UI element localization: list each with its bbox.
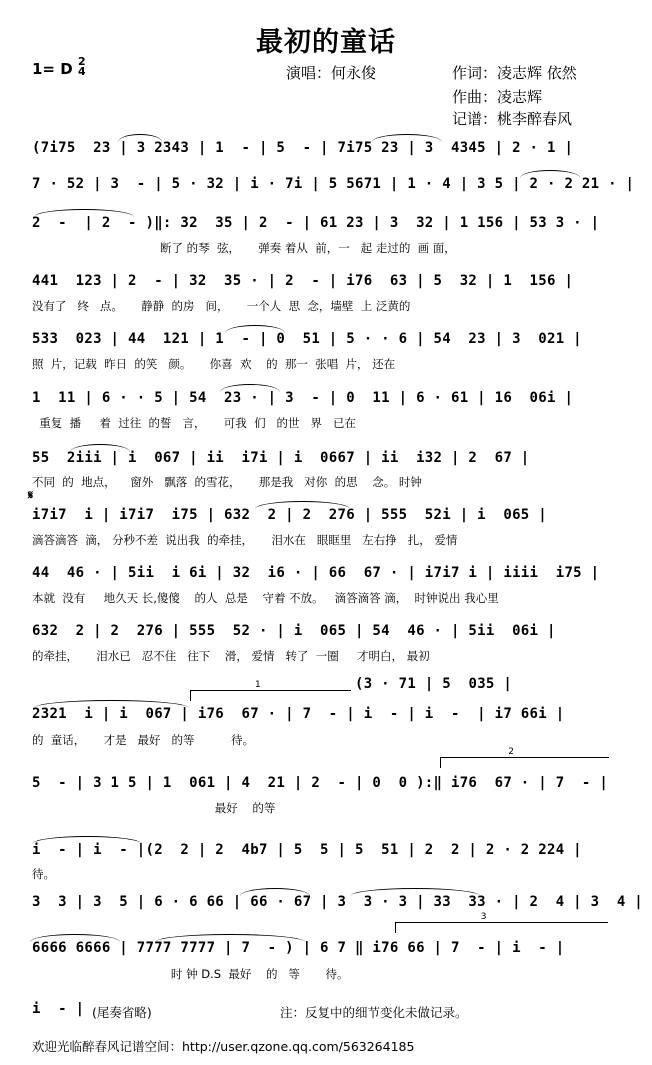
score-row-17-notes: i - |	[32, 1001, 85, 1017]
first-ending-number: 1	[255, 680, 261, 690]
score-row-3-notes: 2 - | 2 - )‖: 32 35 | 2 - | 61 23 | 3 32 | 1 156 | 53 3 · |	[32, 215, 600, 231]
repeat-footnote: 注：反复中的细节变化未做记录。	[280, 1005, 468, 1020]
singer-credit: 演唱：何永俊	[286, 64, 377, 82]
key-signature: 1= D	[32, 60, 73, 78]
score-row-3-lyrics: 断了 的琴 弦， 弹奏 着从 前，一 起 走过的 画 面，	[160, 241, 456, 255]
slur-mark	[225, 325, 285, 333]
segno-mark: 𝄋	[28, 488, 34, 502]
score-row-5-lyrics: 照 片，记载 昨日 的笑 颜。 你喜 欢 的 那一 张唱 片， 还在	[32, 357, 396, 371]
score-row-5-notes: 533 023 | 44 121 | 1 - | 0 51 | 5 · · 6 | 54 23 | 3 021 |	[32, 331, 582, 347]
transcriber-credit: 记谱：桃李醉春风	[452, 110, 573, 128]
time-signature-top: 2	[78, 55, 86, 68]
score-row-4-lyrics: 没有了 终 点。 静静 的房 间， 一个人 思 念，墙壁 上 泛黄的	[32, 299, 411, 313]
score-row-4-notes: 441 123 | 2 - | 32 35 · | 2 - | i76 63 | 5 32 | 1 156 |	[32, 273, 574, 289]
welcome-link[interactable]: 欢迎光临醉春风记谱空间：http://user.qzone.qq.com/563264185	[32, 1039, 415, 1054]
score-row-10-notes: 632 2 | 2 276 | 555 52 · | i 065 | 54 46 · | 5ii 06i |	[32, 623, 556, 639]
time-signature	[78, 57, 86, 77]
score-row-12-lyrics: 的 童话， 才是 最好 的等 待。	[32, 733, 255, 747]
score-row-10-lyrics: 的牵挂， 泪水已 忍不住 往下 滑， 爱情 转了 一圈 才明白， 最初	[32, 649, 430, 663]
score-row-9-notes: 44 46 · | 5ii i 6i | 32 i6 · | 66 67 · | i7i7 i | iiii i75 |	[32, 565, 600, 581]
score-row-12-notes: 2321 i | i 067 | i76 67 · | 7 - | i - | i - | i7 66i |	[32, 706, 565, 722]
third-ending-number: 3	[480, 912, 487, 922]
score-row-14-notes: i - | i - |(2 2 | 2 4b7 | 5 5 | 5 51 | 2 2 | 2 · 2 224 |	[32, 842, 582, 858]
score-row-1-notes: (7i75 23 | 3 2343 | 1 - | 5 - | 7i75 23 | 3 4345 | 2 · 1 |	[32, 140, 574, 156]
composer-credit: 作曲：凌志辉	[452, 88, 543, 106]
slur-mark	[372, 134, 442, 142]
score-row-8-lyrics: 滴答滴答 滴， 分秒不差 说出我 的牵挂， 泪水在 眼眶里 左右挣 扎， 爱情	[32, 533, 458, 547]
score-row-7-notes: 55 2iii | i 067 | ii i7i | i 0667 | ii i32 | 2 67 |	[32, 450, 530, 466]
score-row-7-lyrics: 不同 的 地点， 窗外 飘落 的雪花， 那是我 对你 的思 念。 时钟	[32, 475, 422, 489]
slur-mark	[350, 888, 480, 896]
third-ending-bracket	[395, 912, 608, 933]
time-signature-bottom: 4	[78, 65, 86, 78]
score-row-15-notes: 3 3 | 3 5 | 6 · 6 66 | 66 · 67 | 3 3 · 3 | 33 33 · | 2 4 | 3 4 |	[32, 894, 644, 910]
slur-mark	[220, 384, 280, 392]
second-ending-bracket	[440, 747, 609, 768]
slur-mark	[34, 700, 189, 708]
score-row-13-notes: 5 - | 3 1 5 | 1 061 | 4 21 | 2 - | 0 0 ):‖ i76 67 · | 7 - |	[32, 775, 609, 791]
slur-mark	[70, 444, 130, 452]
slur-mark	[520, 170, 580, 178]
slur-mark	[255, 501, 350, 509]
slur-mark	[118, 134, 162, 142]
score-row-6-lyrics: 重复 播 着 过往 的誓 言， 可我 们 的世 界 已在	[32, 416, 356, 430]
slur-mark	[240, 888, 310, 896]
score-row-2-notes: 7 · 52 | 3 - | 5 · 32 | i · 7i | 5 5671 | 1 · 4 | 3 5 | 2 · 2 21 · |	[32, 176, 635, 192]
score-row-9-lyrics: 本就 没有 地久天 长,傻傻 的人 总是 守着 不放。 滴答滴答 滴， 时钟说出 我心里	[32, 591, 499, 605]
slur-mark	[32, 836, 142, 844]
score-row-8-notes: i7i7 i | i7i7 i75 | 632 2 | 2 276 | 555 52i | i 065 |	[32, 507, 547, 523]
score-row-6-notes: 1 11 | 6 · · 5 | 54 23 · | 3 - | 0 11 | 6 · 61 | 16 06i |	[32, 390, 574, 406]
first-ending-bracket	[190, 680, 351, 701]
slur-mark	[155, 934, 305, 942]
slur-mark	[34, 209, 134, 217]
outro-omitted-note: (尾奏省略)	[92, 1005, 152, 1020]
lyricist-credit: 作词：凌志辉 依然	[452, 64, 577, 82]
score-row-16-notes: 6666 6666 | 7777 7777 | 7 - ) | 6 7 ‖ i76 66 | 7 - | i - |	[32, 940, 565, 956]
slur-mark	[30, 934, 120, 942]
score-row-11-notes: (3 · 71 | 5 035 |	[355, 676, 513, 692]
score-row-14-lyrics: 待。	[32, 867, 55, 881]
song-title: 最初的童话	[256, 27, 396, 58]
score-row-16-lyrics: 时 钟 D.S 最好 的 等 待。	[32, 967, 349, 981]
score-row-13-lyrics: 最好 的等	[32, 801, 276, 815]
second-ending-number: 2	[508, 747, 514, 757]
